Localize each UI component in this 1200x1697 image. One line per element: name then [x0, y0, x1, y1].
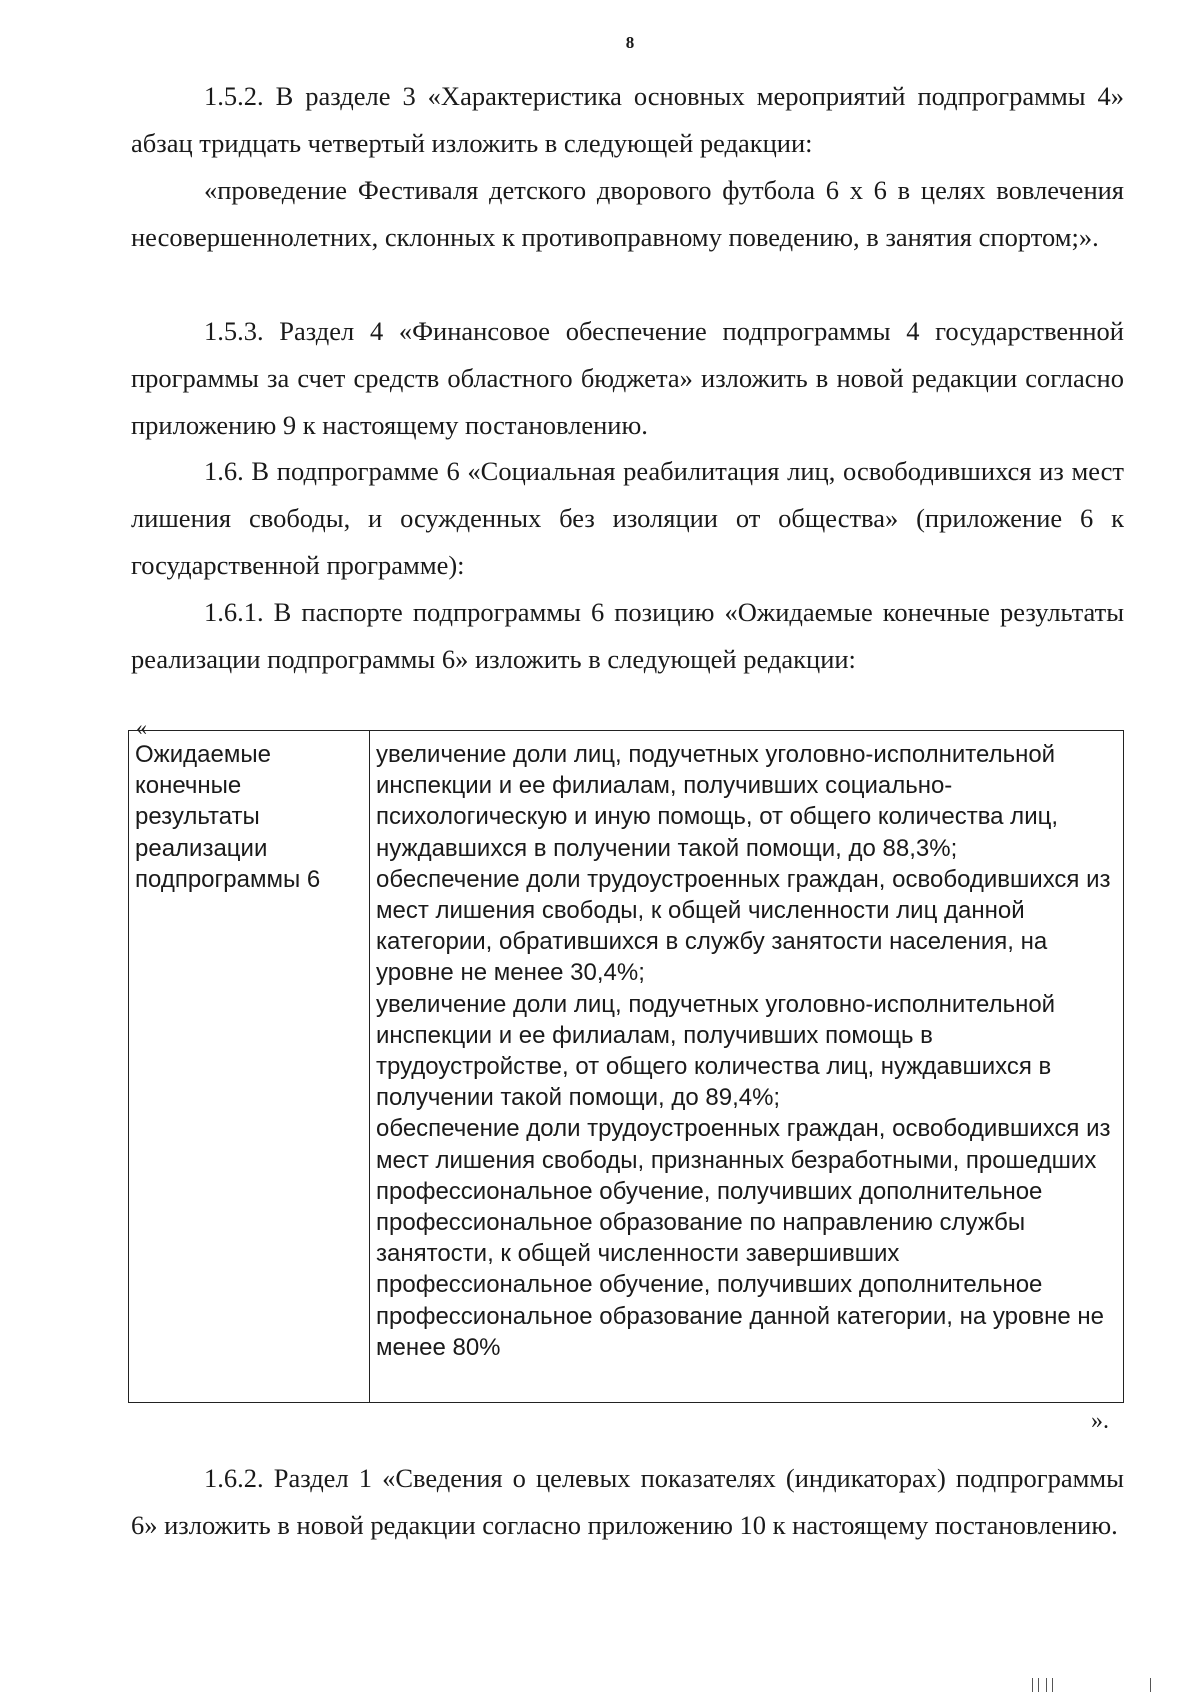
page-number: 8 — [625, 33, 635, 52]
paragraph-1-5-3: 1.5.3. Раздел 4 «Финансовое обеспечение подпрограммы 4 государственной программы за счет средств областного бюджета» изложить в новой редакции согласно приложению 9 к настоящему постановлению. — [131, 316, 1124, 440]
table-opening-quote: « — [136, 715, 147, 740]
passport-table — [128, 730, 1124, 1403]
paragraph-quoted-amendment: «проведение Фестиваля детского дворового футбола 6 х 6 в целях вовлечения несовершеннолетних, склонных к противоправному поведению, в занятия спортом;». — [131, 175, 1124, 252]
paragraph-1-6-1: 1.6.1. В паспорте подпрограммы 6 позицию «Ожидаемые конечные результаты реализации подпрограммы 6» изложить в следующей редакции: — [131, 597, 1124, 674]
scan-edge-marks — [1032, 1678, 1162, 1692]
expected-result-item: увеличение доли лиц, подучетных уголовно-исполнительной инспекции и ее филиалам, получивших социально-психологическую и иную помощь, от общего количества лиц, нуждавшихся в получении такой помощи, до 88,3%; — [376, 741, 1059, 862]
passport-table-row — [129, 731, 1124, 1403]
expected-result-item: обеспечение доли трудоустроенных граждан, освободившихся из мест лишения свободы, к общей численности лиц данной категории, обратившихся в службу занятости населения, на уровне не менее 30,4%; — [376, 865, 1111, 987]
paragraph-1-6: 1.6. В подпрограмме 6 «Социальная реабилитация лиц, освободившихся из мест лишения свободы, и осужденных без изоляции от общества» (приложение 6 к государственной программе): — [131, 456, 1124, 580]
passport-content-cell — [370, 731, 1124, 1403]
passport-label-cell: Ожидаемые конечные результаты реализации подпрограммы 6 — [129, 731, 370, 1403]
expected-result-item: обеспечение доли трудоустроенных граждан, освободившихся из мест лишения свободы, признанных безработными, прошедших профессиональное обучение, получивших дополнительное профессиональное образование по направлению службы занятости, к общей численности завершивших профессиональное обучение, получивших дополнительное профессиональное образование данной категории, на уровне не менее 80% — [376, 1115, 1111, 1361]
paragraph-1-6-2: 1.6.2. Раздел 1 «Сведения о целевых показателях (индикаторах) подпрограммы 6» изложить в новой редакции согласно приложению 10 к настоящему постановлению. — [131, 1463, 1124, 1540]
paragraph-1-5-2: 1.5.2. В разделе 3 «Характеристика основных мероприятий подпрограммы 4» абзац тридцать четвертый изложить в следующей редакции: — [131, 81, 1124, 158]
expected-result-item: увеличение доли лиц, подучетных уголовно-исполнительной инспекции и ее филиалам, получивших помощь в трудоустройстве, от общего количества лиц, нуждавшихся в получении такой помощи, до 89,4%; — [376, 990, 1056, 1112]
table-closing-quote: ». — [1091, 1408, 1109, 1434]
